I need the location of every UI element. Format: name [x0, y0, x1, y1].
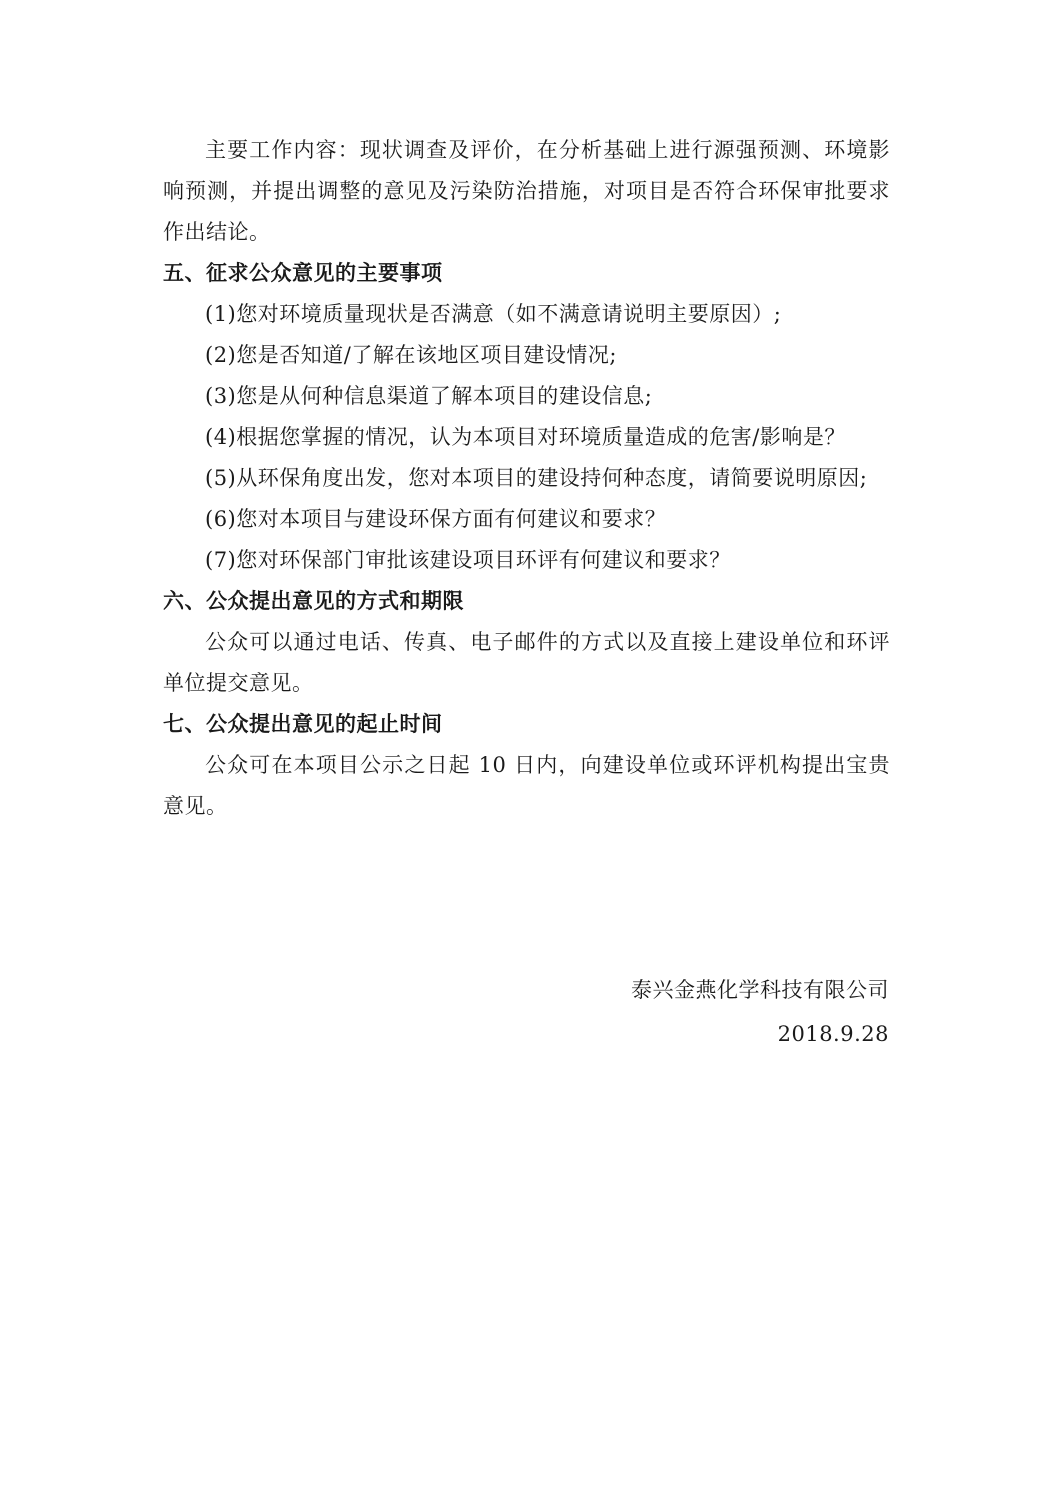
list-item: (5)从环保角度出发，您对本项目的建设持何种态度，请简要说明原因;: [205, 466, 868, 490]
list-item: (2)您是否知道/了解在该地区项目建设情况;: [205, 343, 617, 367]
list-item: (7)您对环保部门审批该建设项目环评有何建议和要求？: [205, 548, 731, 572]
list-item: (6)您对本项目与建设环保方面有何建议和要求？: [205, 507, 667, 531]
signature-date: 2018.9.28: [777, 1022, 889, 1046]
list-item: (3)您是从何种信息渠道了解本项目的建设信息;: [205, 384, 653, 408]
section-6-heading: 六、公众提出意见的方式和期限: [163, 589, 464, 613]
document-body: [163, 130, 890, 827]
section-7-heading: 七、公众提出意见的起止时间: [163, 712, 443, 736]
work-content-paragraph: 主要工作内容：现状调查及评价，在分析基础上进行源强预测、环境影响预测，并提出调整的意见及污染防治措施，对项目是否符合环保审批要求作出结论。: [163, 138, 890, 244]
section-6-paragraph: 公众可以通过电话、传真、电子邮件的方式以及直接上建设单位和环评单位提交意见。: [163, 630, 890, 695]
company-name: 泰兴金燕化学科技有限公司: [631, 978, 889, 1002]
signature-block: [631, 968, 889, 1056]
list-item: (1)您对环境质量现状是否满意（如不满意请说明主要原因）;: [205, 302, 782, 326]
section-7-paragraph: 公众可在本项目公示之日起 10 日内，向建设单位或环评机构提出宝贵意见。: [163, 753, 890, 818]
list-item: (4)根据您掌握的情况，认为本项目对环境质量造成的危害/影响是？: [205, 425, 846, 449]
section-5-heading: 五、征求公众意见的主要事项: [163, 261, 443, 285]
